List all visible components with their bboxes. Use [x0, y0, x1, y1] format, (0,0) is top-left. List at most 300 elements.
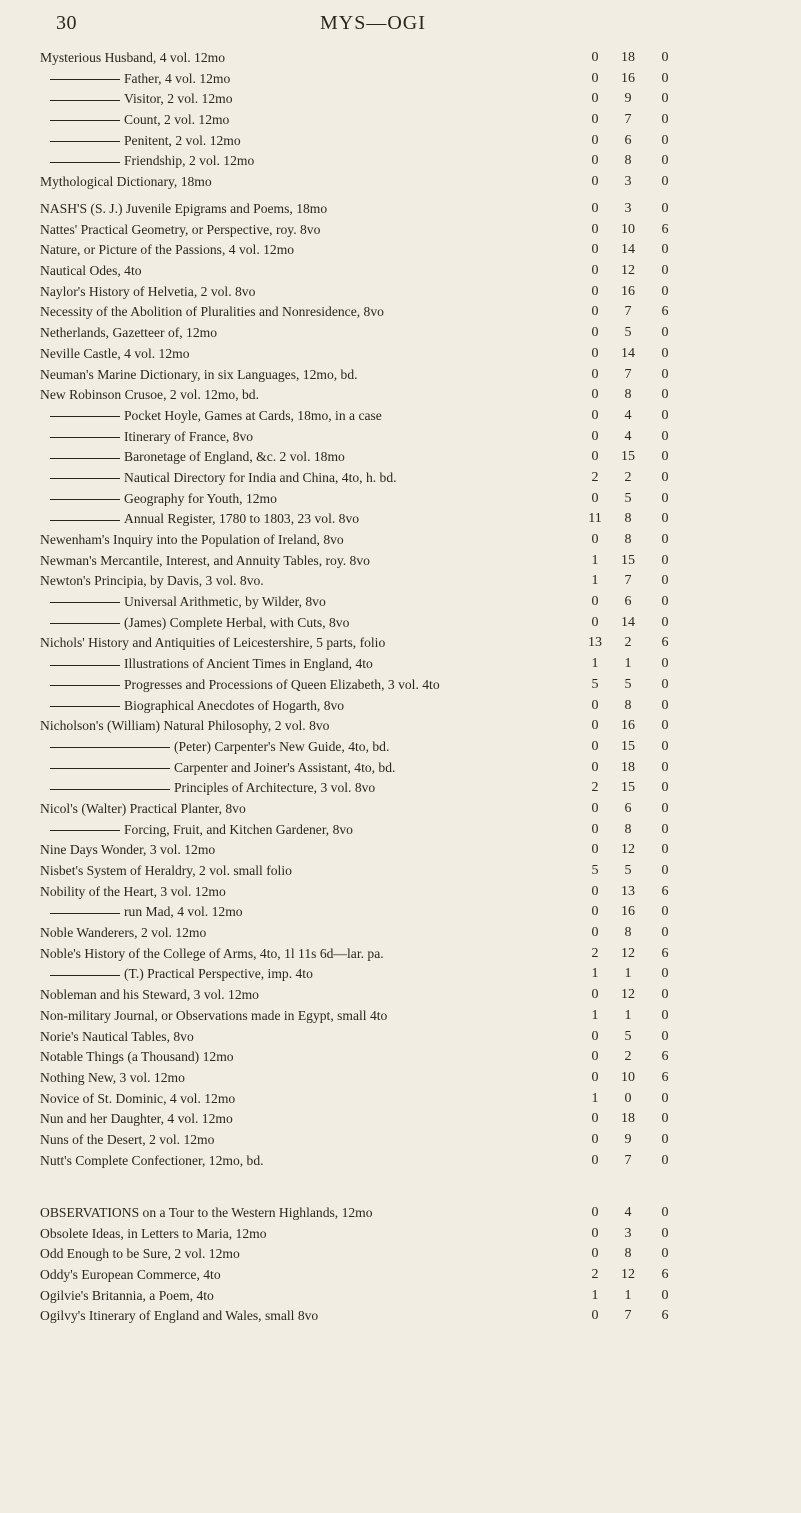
- price-pounds: 0: [591, 697, 599, 713]
- catalogue-entry: [40, 571, 760, 592]
- entry-title: (Peter) Carpenter's New Guide, 4to, bd.: [174, 738, 390, 754]
- price-pence: 0: [661, 283, 669, 299]
- price-pence: 0: [661, 345, 669, 361]
- entry-title: Nun and her Daughter, 4 vol. 12mo: [40, 1111, 233, 1127]
- catalogue-entry: [40, 964, 760, 985]
- entry-title: Notable Things (a Thousand) 12mo: [40, 1049, 234, 1065]
- price-pence: 0: [661, 718, 669, 734]
- price-pence: 6: [661, 1267, 669, 1283]
- entry-title-line: [40, 902, 243, 922]
- price-pence: 0: [661, 70, 669, 86]
- price-pounds: 0: [591, 904, 599, 920]
- ditto-rule: [50, 665, 120, 666]
- catalogue-entry: [40, 1027, 760, 1048]
- ditto-rule: [50, 913, 120, 914]
- catalogue-section-mys: [40, 48, 760, 193]
- catalogue-entry: [40, 551, 760, 572]
- page-number: 30: [56, 12, 77, 34]
- entry-title-line: [40, 1068, 185, 1088]
- price-pounds: 0: [591, 718, 599, 734]
- entry-title-line: [40, 489, 277, 509]
- price-pounds: 0: [591, 174, 599, 190]
- price-pence: 0: [661, 1246, 669, 1262]
- ditto-rule: [50, 520, 120, 521]
- entry-title-line: [40, 654, 373, 674]
- price-shillings: 15: [621, 738, 635, 754]
- price-pence: 0: [661, 407, 669, 423]
- price-pence: 0: [661, 174, 669, 190]
- price-pounds: 0: [591, 490, 599, 506]
- ditto-rule: [50, 499, 120, 500]
- catalogue-entry: [40, 633, 760, 654]
- price-pence: 0: [661, 1225, 669, 1241]
- price-pounds: 0: [591, 1131, 599, 1147]
- price-pence: 0: [661, 366, 669, 382]
- catalogue-entry: [40, 110, 760, 131]
- entry-title-line: [40, 447, 345, 467]
- price-pence: 0: [661, 614, 669, 630]
- ditto-rule: [50, 416, 120, 417]
- price-shillings: 8: [624, 1246, 632, 1262]
- entry-title-line: [40, 571, 264, 591]
- price-shillings: 16: [621, 70, 635, 86]
- entry-title-line: [40, 882, 226, 902]
- catalogue-entry: [40, 1306, 760, 1327]
- price-pounds: 0: [591, 201, 599, 216]
- catalogue-entry: [40, 592, 760, 613]
- ditto-rule: [50, 789, 170, 790]
- price-pence: 0: [661, 821, 669, 837]
- entry-title-line: [40, 1244, 240, 1264]
- entry-title-line: [40, 592, 326, 612]
- catalogue-entry: [40, 240, 760, 261]
- price-pounds: 1: [591, 573, 599, 589]
- entry-title-line: [40, 737, 389, 757]
- entry-title-line: [40, 758, 395, 778]
- catalogue-entry: [40, 48, 760, 69]
- entry-title: (T.) Practical Perspective, imp. 4to: [124, 966, 313, 982]
- price-pounds: 0: [591, 800, 599, 816]
- entry-title: Baronetage of England, &c. 2 vol. 18mo: [124, 449, 345, 465]
- price-pounds: 1: [591, 1287, 599, 1303]
- price-pence: 0: [661, 552, 669, 568]
- price-pounds: 0: [591, 594, 599, 610]
- catalogue-entry: [40, 302, 760, 323]
- ditto-rule: [50, 162, 120, 163]
- price-pounds: 0: [591, 738, 599, 754]
- price-pounds: 0: [591, 345, 599, 361]
- ditto-rule: [50, 706, 120, 707]
- entry-title: Non-military Journal, or Observations made in Egypt, small 4to: [40, 1007, 388, 1023]
- price-shillings: 18: [621, 1111, 635, 1127]
- entry-title-line: [40, 69, 230, 89]
- price-pounds: 0: [591, 1028, 599, 1044]
- price-pence: 0: [661, 904, 669, 920]
- ditto-rule: [50, 437, 120, 438]
- price-shillings: 8: [624, 821, 632, 837]
- price-shillings: 4: [624, 407, 632, 423]
- price-shillings: 2: [624, 635, 632, 651]
- ditto-rule: [50, 768, 170, 769]
- catalogue-entry: [40, 199, 760, 220]
- price-shillings: 10: [621, 1069, 635, 1085]
- price-pence: 6: [661, 635, 669, 651]
- entry-title: Forcing, Fruit, and Kitchen Gardener, 8vo: [124, 821, 353, 837]
- entry-title: Friendship, 2 vol. 12mo: [124, 153, 255, 169]
- price-shillings: 7: [624, 112, 632, 128]
- entry-title: OBSERVATIONS on a Tour to the Western Highlands, 12mo: [40, 1205, 373, 1220]
- price-pounds: 0: [591, 1152, 599, 1168]
- entry-title: Neville Castle, 4 vol. 12mo: [40, 345, 190, 361]
- ditto-rule: [50, 79, 120, 80]
- price-shillings: 8: [624, 511, 632, 527]
- price-pence: 6: [661, 1069, 669, 1085]
- price-shillings: 5: [624, 1028, 632, 1044]
- entry-title: Neuman's Marine Dictionary, in six Languages, 12mo, bd.: [40, 366, 358, 382]
- entry-title: Mysterious Husband, 4 vol. 12mo: [40, 50, 226, 65]
- price-pence: 0: [661, 987, 669, 1003]
- entry-title-line: [40, 820, 353, 840]
- entry-title-line: [40, 365, 358, 385]
- entry-title-line: [40, 385, 259, 405]
- catalogue-entry: [40, 840, 760, 861]
- entry-title: Nisbet's System of Heraldry, 2 vol. small folio: [40, 863, 292, 878]
- price-pence: 0: [661, 1205, 669, 1220]
- catalogue-entry: [40, 799, 760, 820]
- entry-title-line: [40, 427, 253, 447]
- catalogue-entry: [40, 447, 760, 468]
- catalogue-entry: [40, 1265, 760, 1286]
- price-shillings: 5: [624, 325, 632, 341]
- ditto-rule: [50, 141, 120, 142]
- price-shillings: 3: [624, 174, 632, 190]
- entry-title-line: [40, 1047, 234, 1067]
- ditto-rule: [50, 975, 120, 976]
- catalogue-entry: [40, 530, 760, 551]
- catalogue-entry: [40, 902, 760, 923]
- catalogue-entry: [40, 220, 760, 241]
- entry-title: Newenham's Inquiry into the Population of Ireland, 8vo: [40, 532, 344, 547]
- entry-title-line: [40, 1006, 387, 1026]
- price-pence: 0: [661, 1131, 669, 1147]
- ditto-rule: [50, 120, 120, 121]
- catalogue-entry: [40, 131, 760, 152]
- entry-title: Newman's Mercantile, Interest, and Annuity Tables, roy. 8vo: [40, 552, 370, 568]
- entry-title: Nobility of the Heart, 3 vol. 12mo: [40, 883, 226, 899]
- price-pounds: 0: [591, 70, 599, 86]
- entry-title-line: [40, 261, 142, 281]
- entry-title: Nicol's (Walter) Practical Planter, 8vo: [40, 800, 246, 816]
- ditto-rule: [50, 623, 120, 624]
- price-pounds: 0: [591, 614, 599, 630]
- entry-title: Newton's Principia, by Davis, 3 vol. 8vo.: [40, 573, 264, 589]
- entry-title: Universal Arithmetic, by Wilder, 8vo: [124, 594, 326, 610]
- price-shillings: 15: [621, 552, 635, 568]
- entry-title: Nothing New, 3 vol. 12mo: [40, 1069, 185, 1085]
- price-shillings: 0: [624, 1090, 632, 1106]
- price-pounds: 0: [591, 91, 599, 107]
- entry-title-line: [40, 778, 375, 798]
- price-pence: 0: [661, 91, 669, 107]
- price-pence: 6: [661, 1308, 669, 1324]
- entry-title-line: [40, 110, 229, 130]
- catalogue-entry: [40, 151, 760, 172]
- price-pence: 0: [661, 1152, 669, 1168]
- price-shillings: 15: [621, 449, 635, 465]
- price-shillings: 3: [624, 1225, 632, 1241]
- ditto-rule: [50, 830, 120, 831]
- price-shillings: 4: [624, 428, 632, 444]
- price-pence: 0: [661, 1111, 669, 1127]
- price-shillings: 8: [624, 153, 632, 169]
- price-pounds: 0: [591, 221, 599, 237]
- entry-title: Nattes' Practical Geometry, or Perspective, roy. 8vo: [40, 221, 321, 237]
- price-shillings: 5: [624, 490, 632, 506]
- price-pounds: 0: [591, 821, 599, 837]
- price-pounds: 0: [591, 1049, 599, 1065]
- catalogue-entry: [40, 654, 760, 675]
- entry-title-line: [40, 716, 329, 736]
- catalogue-entry: [40, 1089, 760, 1110]
- price-shillings: 5: [624, 676, 632, 692]
- entry-title-line: [40, 840, 215, 860]
- entry-title-line: [40, 861, 292, 881]
- entry-title: Norie's Nautical Tables, 8vo: [40, 1028, 194, 1044]
- price-pence: 0: [661, 676, 669, 692]
- price-shillings: 13: [621, 883, 635, 899]
- price-pence: 0: [661, 1287, 669, 1303]
- catalogue-entry: [40, 69, 760, 90]
- entry-title-line: [40, 985, 259, 1005]
- entry-title-line: [40, 172, 212, 192]
- entry-title-line: [40, 282, 255, 302]
- catalogue-entry: [40, 1068, 760, 1089]
- running-head: MYS—OGI: [320, 12, 426, 34]
- entry-title: (James) Complete Herbal, with Cuts, 8vo: [124, 614, 350, 630]
- catalogue-entry: [40, 820, 760, 841]
- ditto-rule: [50, 747, 170, 748]
- price-pounds: 5: [591, 676, 599, 692]
- price-shillings: 18: [621, 50, 635, 65]
- price-pounds: 1: [591, 1090, 599, 1106]
- catalogue-entry: [40, 1151, 760, 1172]
- catalogue-entry: [40, 675, 760, 696]
- entry-title-line: [40, 799, 246, 819]
- catalogue-entry: [40, 613, 760, 634]
- entry-title: Count, 2 vol. 12mo: [124, 112, 230, 128]
- price-pounds: 0: [591, 759, 599, 775]
- entry-title-line: [40, 530, 344, 550]
- price-pence: 0: [661, 697, 669, 713]
- price-pounds: 1: [591, 656, 599, 672]
- catalogue-section-n: [40, 199, 760, 1171]
- entry-title-line: [40, 344, 190, 364]
- price-pounds: 0: [591, 242, 599, 258]
- price-pence: 6: [661, 304, 669, 320]
- entry-title-line: [40, 131, 241, 151]
- price-pounds: 1: [591, 1007, 599, 1023]
- price-pence: 6: [661, 221, 669, 237]
- entry-title-line: [40, 633, 385, 653]
- price-pence: 0: [661, 1028, 669, 1044]
- price-shillings: 7: [624, 304, 632, 320]
- entry-title: Naylor's History of Helvetia, 2 vol. 8vo: [40, 283, 256, 299]
- catalogue-entry: [40, 489, 760, 510]
- price-pounds: 0: [591, 283, 599, 299]
- catalogue-entry: [40, 1286, 760, 1307]
- entry-title-line: [40, 199, 327, 219]
- price-pounds: 0: [591, 407, 599, 423]
- price-shillings: 14: [621, 242, 635, 258]
- price-pounds: 0: [591, 1205, 599, 1220]
- price-pounds: 0: [591, 1225, 599, 1241]
- catalogue-entry: [40, 261, 760, 282]
- catalogue-entry: [40, 427, 760, 448]
- entry-title-line: [40, 1203, 373, 1223]
- price-pounds: 1: [591, 966, 599, 982]
- price-pounds: 2: [591, 469, 599, 485]
- entry-title: Obsolete Ideas, in Letters to Maria, 12mo: [40, 1225, 267, 1241]
- price-pence: 6: [661, 883, 669, 899]
- catalogue-entry: [40, 406, 760, 427]
- price-pence: 0: [661, 780, 669, 796]
- price-pence: 0: [661, 966, 669, 982]
- entry-title: NASH'S (S. J.) Juvenile Epigrams and Poems, 18mo: [40, 201, 328, 216]
- entry-title: Mythological Dictionary, 18mo: [40, 174, 212, 190]
- price-shillings: 18: [621, 759, 635, 775]
- price-pence: 0: [661, 738, 669, 754]
- price-pence: 0: [661, 1090, 669, 1106]
- price-pounds: 0: [591, 112, 599, 128]
- entry-title: Father, 4 vol. 12mo: [124, 70, 231, 86]
- entry-title-line: [40, 1027, 194, 1047]
- entry-title: Itinerary of France, 8vo: [124, 428, 254, 444]
- price-pounds: 0: [591, 366, 599, 382]
- price-shillings: 12: [621, 987, 635, 1003]
- price-pounds: 0: [591, 325, 599, 341]
- price-pence: 0: [661, 759, 669, 775]
- entry-title-line: [40, 89, 233, 109]
- price-shillings: 7: [624, 366, 632, 382]
- entry-title: Nautical Odes, 4to: [40, 263, 142, 279]
- price-shillings: 12: [621, 945, 635, 961]
- entry-title-line: [40, 406, 382, 426]
- price-pounds: 0: [591, 428, 599, 444]
- catalogue-entry: [40, 882, 760, 903]
- price-pounds: 0: [591, 449, 599, 465]
- price-pounds: 0: [591, 987, 599, 1003]
- entry-title-line: [40, 1109, 233, 1129]
- entry-title: Geography for Youth, 12mo: [124, 490, 277, 506]
- price-shillings: 2: [624, 1049, 632, 1065]
- price-pounds: 0: [591, 883, 599, 899]
- ditto-rule: [50, 602, 120, 603]
- ditto-rule: [50, 685, 120, 686]
- price-pence: 0: [661, 50, 669, 65]
- entry-title: Annual Register, 1780 to 1803, 23 vol. 8vo: [124, 511, 360, 527]
- entry-title-line: [40, 1286, 214, 1306]
- entry-title: Penitent, 2 vol. 12mo: [124, 132, 241, 148]
- price-pence: 0: [661, 573, 669, 589]
- entry-title-line: [40, 1306, 318, 1326]
- catalogue-entry: [40, 1203, 760, 1224]
- catalogue-entry: [40, 716, 760, 737]
- price-pounds: 13: [588, 635, 602, 651]
- price-pounds: 0: [591, 1246, 599, 1262]
- catalogue-entry: [40, 509, 760, 530]
- price-shillings: 8: [624, 925, 632, 941]
- price-shillings: 7: [624, 573, 632, 589]
- entry-title-line: [40, 1130, 214, 1150]
- catalogue-entry: [40, 1244, 760, 1265]
- price-shillings: 14: [621, 614, 635, 630]
- entry-title: Progresses and Processions of Queen Elizabeth, 3 vol. 4to: [124, 676, 440, 692]
- entry-title-line: [40, 1089, 235, 1109]
- catalogue-entry: [40, 344, 760, 365]
- catalogue-entry: [40, 282, 760, 303]
- ditto-rule: [50, 100, 120, 101]
- price-shillings: 15: [621, 780, 635, 796]
- price-shillings: 5: [624, 863, 632, 878]
- price-pence: 0: [661, 532, 669, 547]
- price-shillings: 6: [624, 800, 632, 816]
- entry-title: Ogilvie's Britannia, a Poem, 4to: [40, 1287, 214, 1303]
- entry-title: Noble's History of the College of Arms, 4to, 1l 11s 6d—lar. pa.: [40, 945, 384, 961]
- price-pence: 0: [661, 325, 669, 341]
- price-shillings: 8: [624, 532, 632, 547]
- price-pounds: 2: [591, 780, 599, 796]
- entry-title-line: [40, 220, 320, 240]
- price-pounds: 0: [591, 1308, 599, 1324]
- price-pence: 0: [661, 449, 669, 465]
- entry-title: Visitor, 2 vol. 12mo: [124, 91, 233, 107]
- entry-title-line: [40, 48, 225, 68]
- price-pence: 0: [661, 387, 669, 403]
- entry-title-line: [40, 323, 217, 343]
- price-pounds: 0: [591, 304, 599, 320]
- price-shillings: 9: [624, 1131, 632, 1147]
- price-shillings: 1: [624, 1007, 632, 1023]
- entry-title: Nine Days Wonder, 3 vol. 12mo: [40, 842, 216, 858]
- price-pence: 0: [661, 863, 669, 878]
- entry-title: Odd Enough to be Sure, 2 vol. 12mo: [40, 1246, 240, 1262]
- catalogue-entry: [40, 172, 760, 193]
- price-pence: 0: [661, 800, 669, 816]
- entry-title: Oddy's European Commerce, 4to: [40, 1267, 221, 1283]
- price-pence: 0: [661, 112, 669, 128]
- price-pence: 0: [661, 1007, 669, 1023]
- catalogue-section-o: [40, 1203, 760, 1327]
- price-pence: 0: [661, 153, 669, 169]
- price-pounds: 0: [591, 153, 599, 169]
- price-pence: 6: [661, 1049, 669, 1065]
- entry-title-line: [40, 302, 384, 322]
- catalogue-entry: [40, 1224, 760, 1245]
- ditto-rule: [50, 458, 120, 459]
- price-shillings: 10: [621, 221, 635, 237]
- price-shillings: 7: [624, 1152, 632, 1168]
- catalogue-entry: [40, 89, 760, 110]
- price-pounds: 2: [591, 1267, 599, 1283]
- catalogue-entry: [40, 1006, 760, 1027]
- catalogue-entry: [40, 923, 760, 944]
- entry-title-line: [40, 468, 397, 488]
- price-pounds: 0: [591, 925, 599, 941]
- entry-title: Nobleman and his Steward, 3 vol. 12mo: [40, 987, 259, 1003]
- catalogue-entry: [40, 861, 760, 882]
- price-shillings: 8: [624, 697, 632, 713]
- catalogue-entry: [40, 758, 760, 779]
